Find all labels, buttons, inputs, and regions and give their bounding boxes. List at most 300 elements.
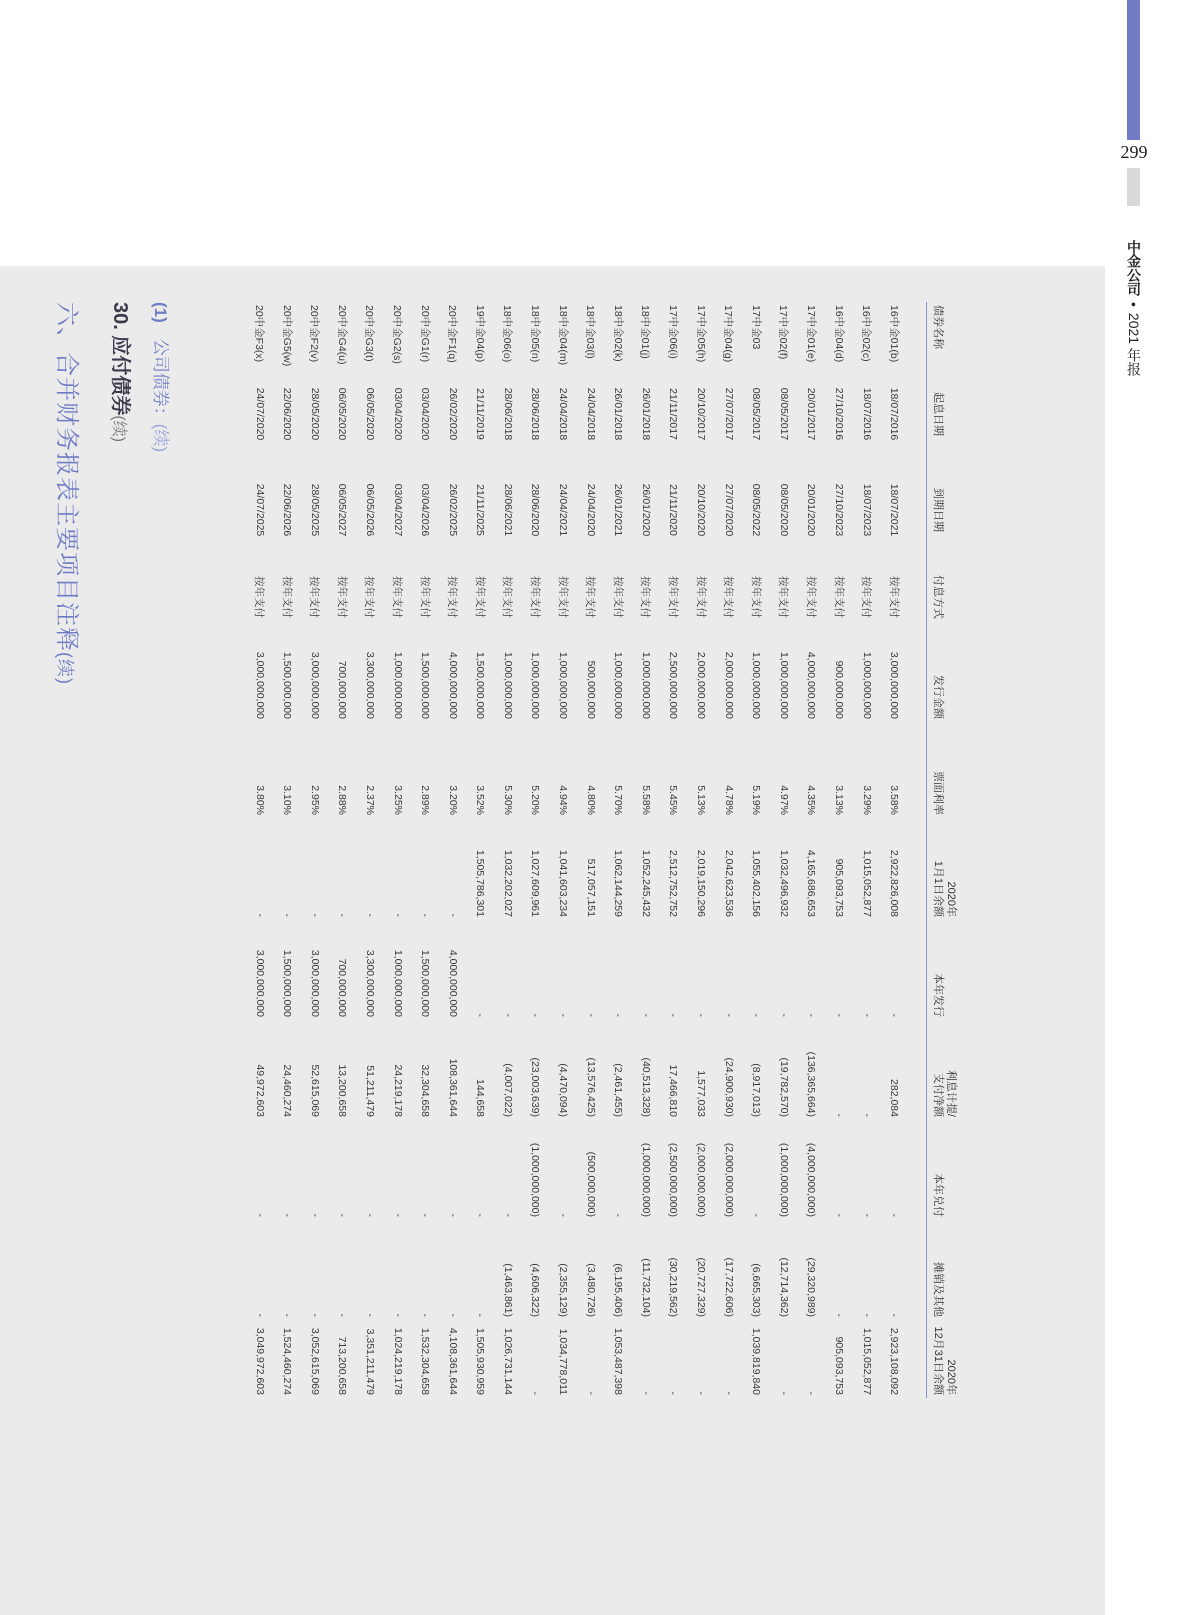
start-date-cell: 08/05/2017 [777, 387, 790, 441]
issued-amount-cell: - [639, 1013, 652, 1017]
closing-balance-cell: - [722, 1391, 735, 1395]
start-date-cell: 28/06/2018 [501, 387, 514, 441]
payment-method-cell: 按年支付 [804, 576, 817, 618]
payment-method-cell: 按年支付 [473, 576, 486, 618]
start-date-cell: 24/04/2018 [557, 387, 570, 441]
subsection-number: 30. [109, 302, 131, 330]
redeemed-amount-cell: (1,000,000,000) [777, 1142, 790, 1217]
redeemed-amount-cell: (2,500,000,000) [667, 1142, 680, 1217]
opening-balance-cell: 1,041,603,234 [557, 849, 570, 917]
maturity-date-cell: 08/05/2022 [750, 483, 763, 537]
redeemed-amount-cell: (1,000,000,000) [529, 1142, 542, 1217]
amortization-cell: (30,219,562) [667, 1257, 680, 1317]
amortization-cell: (12,714,362) [777, 1257, 790, 1317]
start-date-cell: 03/04/2020 [391, 387, 404, 441]
amortization-cell: (1,463,861) [501, 1263, 514, 1317]
table-row [522, 302, 550, 1398]
table-row [687, 302, 715, 1398]
table-row [577, 302, 605, 1398]
payment-method-cell: 按年支付 [528, 576, 541, 618]
table-row [715, 302, 743, 1398]
payment-method-cell: 按年支付 [418, 576, 431, 618]
payment-method-cell: 按年支付 [556, 576, 569, 618]
maturity-date-cell: 27/07/2020 [722, 483, 735, 537]
table-row [494, 302, 522, 1398]
closing-balance-cell: 3,351,211,479 [363, 1328, 376, 1395]
header-redeemed: 本年兑付 [927, 1120, 958, 1220]
interest-net-cell: 17,466,810 [667, 1064, 680, 1117]
issued-amount-cell: 3,000,000,000 [308, 949, 321, 1017]
issue-amount-cell: 1,000,000,000 [501, 651, 514, 719]
interest-net-cell: (40,513,328) [639, 1057, 652, 1117]
opening-balance-cell: 2,922,826,008 [888, 849, 901, 917]
issue-amount-cell: 1,000,000,000 [557, 651, 570, 719]
issued-amount-cell: 700,000,000 [336, 958, 349, 1017]
closing-balance-cell: 3,052,615,069 [308, 1327, 321, 1395]
interest-net-cell: - [860, 1113, 873, 1117]
coupon-rate-cell: 5.13% [695, 785, 708, 815]
maturity-date-cell: 20/10/2020 [695, 483, 708, 537]
bond-name-cell: 17中金02(f) [777, 305, 790, 360]
coupon-rate-cell: 5.45% [667, 785, 680, 815]
coupon-rate-cell: 3.13% [833, 785, 846, 815]
interest-net-cell: 282,084 [888, 1079, 901, 1117]
payment-method-cell: 按年支付 [887, 576, 900, 618]
coupon-rate-cell: 5.58% [639, 785, 652, 815]
issue-amount-cell: 4,000,000,000 [805, 651, 818, 719]
table-row [273, 302, 301, 1398]
amortization-cell: - [446, 1313, 459, 1317]
issue-amount-cell: 1,000,000,000 [750, 651, 763, 719]
redeemed-amount-cell: (500,000,000) [584, 1151, 597, 1217]
payment-method-cell: 按年支付 [363, 576, 376, 618]
table-row [742, 302, 770, 1398]
redeemed-amount-cell: - [750, 1213, 763, 1217]
bond-name-cell: 20中金F3(x) [253, 305, 266, 363]
issued-amount-cell: - [750, 1013, 763, 1017]
issued-amount-cell: - [805, 1013, 818, 1017]
interest-net-cell: 144,658 [474, 1079, 487, 1117]
issue-amount-cell: 4,000,000,000 [446, 651, 459, 719]
page-number: 299 [1120, 142, 1148, 162]
interest-net-cell: 49,972,603 [253, 1064, 266, 1117]
side-gray-bar [1127, 168, 1140, 206]
opening-balance-cell: - [253, 913, 266, 917]
coupon-rate-cell: 3.25% [391, 785, 404, 815]
start-date-cell: 27/07/2017 [722, 387, 735, 441]
closing-balance-cell: 1,532,304,658 [419, 1327, 432, 1395]
opening-balance-cell: 1,032,496,932 [777, 849, 790, 917]
opening-balance-cell: - [363, 913, 376, 917]
maturity-date-cell: 28/06/2020 [529, 483, 542, 537]
interest-net-cell: 24,219,178 [391, 1064, 404, 1117]
opening-balance-cell: 1,027,609,961 [529, 849, 542, 917]
running-footer [1124, 240, 1144, 376]
bond-name-cell: 20中金G2(s) [391, 305, 404, 364]
start-date-cell: 26/02/2020 [446, 387, 459, 441]
bond-name-cell: 16中金01(b) [887, 305, 900, 363]
amortization-cell: - [308, 1313, 321, 1317]
header-issue-amount: 发行金额 [927, 636, 958, 722]
redeemed-amount-cell: - [363, 1213, 376, 1217]
opening-balance-cell: 1,062,144,259 [612, 849, 625, 917]
start-date-cell: 24/07/2020 [253, 387, 266, 441]
table-header-row [927, 302, 958, 1398]
subsubsection-number: (1) [151, 302, 170, 323]
opening-balance-cell: - [391, 913, 404, 917]
opening-balance-cell: 905,093,753 [833, 858, 846, 917]
issued-amount-cell: - [612, 1013, 625, 1017]
subsection-title [108, 302, 137, 442]
closing-balance-cell: 3,049,972,603 [253, 1327, 266, 1395]
coupon-rate-cell: 4.80% [584, 785, 597, 815]
closing-balance-cell: 905,093,753 [833, 1336, 846, 1395]
issued-amount-cell: - [695, 1013, 708, 1017]
start-date-cell: 27/10/2016 [833, 387, 846, 441]
bond-name-cell: 20中金F2(v) [308, 305, 321, 363]
payment-method-cell: 按年支付 [308, 576, 321, 618]
maturity-date-cell: 20/01/2020 [805, 483, 818, 537]
interest-net-cell: (24,900,930) [722, 1057, 735, 1117]
section-title-text: 六、合并财务报表主要项目注释 [53, 302, 80, 652]
bond-name-cell: 20中金G1(r) [418, 305, 431, 363]
start-date-cell: 08/05/2017 [750, 387, 763, 441]
start-date-cell: 28/06/2018 [529, 387, 542, 441]
bond-name-cell: 20中金G5(w) [280, 305, 293, 367]
amortization-cell: (20,727,329) [695, 1257, 708, 1317]
table-row [439, 302, 467, 1398]
issue-amount-cell: 2,500,000,000 [667, 651, 680, 719]
issued-amount-cell: 3,000,000,000 [253, 949, 266, 1017]
bond-name-cell: 20中金G3(t) [363, 305, 376, 362]
coupon-rate-cell: 2.37% [363, 785, 376, 815]
maturity-date-cell: 21/11/2020 [667, 484, 680, 536]
amortization-cell: - [253, 1313, 266, 1317]
closing-balance-cell: 713,200,658 [336, 1336, 349, 1395]
payment-method-cell: 按年支付 [584, 576, 597, 618]
amortization-cell: (6,195,406) [612, 1263, 625, 1317]
interest-net-cell: 1,577,033 [695, 1070, 708, 1117]
issued-amount-cell: - [529, 1013, 542, 1017]
redeemed-amount-cell: (1,000,000,000) [639, 1142, 652, 1217]
closing-balance-cell: - [777, 1391, 790, 1395]
issue-amount-cell: 3,000,000,000 [888, 651, 901, 719]
maturity-date-cell: 28/05/2025 [308, 483, 321, 537]
maturity-date-cell: 26/01/2021 [612, 483, 625, 537]
opening-balance-cell: - [336, 913, 349, 917]
table-row [880, 302, 926, 1398]
amortization-cell: - [336, 1313, 349, 1317]
issued-amount-cell: 1,500,000,000 [281, 949, 294, 1017]
payment-method-cell: 按年支付 [639, 576, 652, 618]
subsubsection-title-text: 公司债券： [151, 338, 170, 424]
coupon-rate-cell: 2.89% [419, 785, 432, 815]
rotated-frame [0, 266, 1105, 1615]
maturity-date-cell: 22/06/2026 [281, 483, 294, 537]
payment-method-cell: 按年支付 [860, 576, 873, 618]
opening-balance-cell: - [308, 913, 321, 917]
opening-balance-cell: 2,042,623,536 [722, 849, 735, 917]
payment-method-cell: 按年支付 [335, 576, 348, 618]
bond-name-cell: 17中金01(e) [804, 305, 817, 363]
coupon-rate-cell: 4.35% [805, 785, 818, 815]
start-date-cell: 18/07/2016 [860, 387, 873, 441]
header-name: 债券名称 [927, 302, 958, 366]
closing-balance-cell: - [529, 1391, 542, 1395]
payment-method-cell: 按年支付 [777, 576, 790, 618]
amortization-cell: (29,320,989) [805, 1257, 818, 1317]
closing-balance-cell: - [805, 1391, 818, 1395]
coupon-rate-cell: 5.19% [750, 785, 763, 815]
issue-amount-cell: 1,000,000,000 [612, 651, 625, 719]
bond-name-cell: 17中金05(h) [694, 305, 707, 363]
start-date-cell: 21/11/2019 [474, 388, 487, 440]
issued-amount-cell: 1,500,000,000 [419, 949, 432, 1017]
maturity-date-cell: 08/05/2020 [777, 483, 790, 537]
maturity-date-cell: 27/10/2023 [833, 483, 846, 537]
closing-balance-cell: 1,505,930,959 [474, 1327, 487, 1395]
subsection-continued: (续) [110, 415, 127, 443]
amortization-cell: - [833, 1313, 846, 1317]
bond-name-cell: 20中金F1(q) [446, 305, 459, 363]
redeemed-amount-cell: - [336, 1213, 349, 1217]
amortization-cell: - [474, 1313, 487, 1317]
bond-name-cell: 18中金05(n) [528, 305, 541, 363]
amortization-cell: - [281, 1313, 294, 1317]
redeemed-amount-cell: - [557, 1213, 570, 1217]
opening-balance-cell: 4,165,686,653 [805, 849, 818, 917]
issue-amount-cell: 500,000,000 [584, 660, 597, 719]
interest-net-cell: (4,007,022) [501, 1063, 514, 1117]
section-continued: (续) [55, 652, 75, 685]
header-coupon: 票面利率 [927, 722, 958, 818]
payment-method-cell: 按年支付 [694, 576, 707, 618]
coupon-rate-cell: 4.94% [557, 785, 570, 815]
closing-balance-cell: 1,034,778,011 [557, 1328, 570, 1395]
issued-amount-cell: 4,000,000,000 [446, 949, 459, 1017]
bond-name-cell: 17中金04(g) [722, 305, 735, 363]
bond-name-cell: 17中金03 [749, 305, 762, 350]
maturity-date-cell: 18/07/2021 [888, 483, 901, 537]
opening-balance-cell: 1,055,402,156 [750, 849, 763, 917]
table-row [632, 302, 660, 1398]
bond-name-cell: 20中金G4(u) [335, 305, 348, 365]
issued-amount-cell: - [474, 1013, 487, 1017]
table-row [356, 302, 384, 1398]
subsubsection-title [150, 302, 175, 452]
start-date-cell: 06/05/2020 [363, 387, 376, 441]
opening-balance-cell: - [281, 913, 294, 917]
closing-balance-cell: 1,053,487,398 [612, 1327, 625, 1395]
coupon-rate-cell: 3.58% [888, 785, 901, 815]
interest-net-cell: 24,460,274 [281, 1064, 294, 1117]
redeemed-amount-cell: - [281, 1213, 294, 1217]
amortization-cell: (6,665,303) [750, 1263, 763, 1317]
issue-amount-cell: 3,000,000,000 [253, 651, 266, 719]
opening-balance-cell: 2,019,150,296 [695, 849, 708, 917]
interest-net-cell: (13,576,425) [584, 1057, 597, 1117]
issue-amount-cell: 3,300,000,000 [363, 651, 376, 719]
interest-net-cell: 51,211,479 [363, 1065, 376, 1117]
start-date-cell: 28/05/2020 [308, 387, 321, 441]
header-payment: 付息方式 [927, 558, 958, 636]
closing-balance-cell: 4,108,361,644 [446, 1327, 459, 1395]
amortization-cell: - [419, 1313, 432, 1317]
redeemed-amount-cell: - [888, 1213, 901, 1217]
amortization-cell: (11,732,104) [639, 1258, 652, 1317]
closing-balance-cell: - [695, 1391, 708, 1395]
table-row [549, 302, 577, 1398]
coupon-rate-cell: 5.30% [501, 785, 514, 815]
corporate-bonds-table [246, 302, 957, 1398]
payment-method-cell: 按年支付 [722, 576, 735, 618]
payment-method-cell: 按年支付 [280, 576, 293, 618]
maturity-date-cell: 06/05/2026 [363, 483, 376, 537]
redeemed-amount-cell: - [474, 1213, 487, 1217]
table-row [467, 302, 495, 1398]
bond-name-cell: 18中金01(j) [639, 305, 652, 359]
interest-net-cell: 52,615,069 [308, 1064, 321, 1117]
start-date-cell: 18/07/2016 [888, 387, 901, 441]
coupon-rate-cell: 3.20% [446, 785, 459, 815]
redeemed-amount-cell: - [833, 1213, 846, 1217]
issued-amount-cell: - [888, 1013, 901, 1017]
table-row [329, 302, 357, 1398]
table-row [384, 302, 412, 1398]
payment-method-cell: 按年支付 [446, 576, 459, 618]
maturity-date-cell: 24/07/2025 [253, 483, 266, 537]
header-amortization: 摊销及其他 [927, 1220, 958, 1320]
start-date-cell: 26/01/2018 [639, 387, 652, 441]
payment-method-cell: 按年支付 [832, 576, 845, 618]
amortization-cell: (4,606,322) [529, 1263, 542, 1317]
issue-amount-cell: 3,000,000,000 [308, 651, 321, 719]
issue-amount-cell: 1,500,000,000 [281, 651, 294, 719]
bond-name-cell: 16中金04(d) [832, 305, 845, 363]
table-row [798, 302, 826, 1398]
payment-method-cell: 按年支付 [611, 576, 624, 618]
issue-amount-cell: 1,000,000,000 [529, 651, 542, 719]
separator-dot: • [1126, 302, 1142, 307]
table-row [301, 302, 329, 1398]
redeemed-amount-cell: (4,000,000,000) [805, 1142, 818, 1217]
amortization-cell: (3,480,726) [584, 1263, 597, 1317]
issue-amount-cell: 1,500,000,000 [419, 651, 432, 719]
closing-balance-cell: 1,039,819,840 [750, 1327, 763, 1395]
issued-amount-cell: - [667, 1013, 680, 1017]
closing-balance-cell: 1,024,219,178 [391, 1327, 404, 1395]
start-date-cell: 20/01/2017 [805, 387, 818, 441]
table-row [411, 302, 439, 1398]
payment-method-cell: 按年支付 [749, 576, 762, 618]
maturity-date-cell: 24/04/2020 [584, 483, 597, 537]
interest-net-cell: (4,470,094) [557, 1063, 570, 1117]
interest-net-cell: 108,361,644 [446, 1058, 459, 1117]
header-issued: 本年发行 [927, 920, 958, 1020]
coupon-rate-cell: 4.97% [777, 785, 790, 815]
closing-balance-cell: 1,524,460,274 [281, 1327, 294, 1395]
start-date-cell: 22/06/2020 [281, 387, 294, 441]
issue-amount-cell: 1,000,000,000 [860, 651, 873, 719]
maturity-date-cell: 18/07/2023 [860, 483, 873, 537]
bond-name-cell: 16中金02(c) [860, 305, 873, 362]
redeemed-amount-cell: (2,000,000,000) [695, 1142, 708, 1217]
coupon-rate-cell: 2.88% [336, 785, 349, 815]
redeemed-amount-cell: - [253, 1213, 266, 1217]
maturity-date-cell: 03/04/2027 [391, 483, 404, 537]
issue-amount-cell: 1,000,000,000 [639, 651, 652, 719]
table-row [825, 302, 853, 1398]
table-row [246, 302, 274, 1398]
issue-amount-cell: 1,500,000,000 [474, 651, 487, 719]
closing-balance-cell: 1,015,052,877 [860, 1327, 873, 1395]
maturity-date-cell: 24/04/2021 [557, 483, 570, 537]
issued-amount-cell: - [722, 1013, 735, 1017]
start-date-cell: 24/04/2018 [584, 387, 597, 441]
opening-balance-cell: 1,505,786,301 [474, 849, 487, 917]
amortization-cell: - [860, 1313, 873, 1317]
coupon-rate-cell: 5.70% [612, 785, 625, 815]
coupon-rate-cell: 3.80% [253, 785, 266, 815]
amortization-cell: - [363, 1313, 376, 1317]
bond-name-cell: 18中金04(m) [556, 305, 569, 366]
maturity-date-cell: 03/04/2026 [419, 483, 432, 537]
coupon-rate-cell: 4.78% [722, 785, 735, 815]
coupon-rate-cell: 5.20% [529, 785, 542, 815]
report-year: 2021 年报 [1126, 312, 1142, 376]
opening-balance-cell: 1,052,245,432 [639, 849, 652, 917]
coupon-rate-cell: 3.52% [474, 785, 487, 815]
issue-amount-cell: 1,000,000,000 [777, 651, 790, 719]
opening-balance-cell: - [446, 913, 459, 917]
header-maturity: 到期日期 [927, 462, 958, 558]
maturity-date-cell: 26/02/2025 [446, 483, 459, 537]
header-opening-balance: 2020年 1月1日余额 [927, 818, 958, 920]
header-closing-balance: 2020年 12月31日余额 [927, 1320, 958, 1398]
start-date-cell: 06/05/2020 [336, 387, 349, 441]
start-date-cell: 26/01/2018 [612, 387, 625, 441]
amortization-cell: (2,355,129) [557, 1263, 570, 1317]
bond-name-cell: 18中金03(l) [584, 305, 597, 359]
bond-name-cell: 19中金04(p) [473, 305, 486, 363]
bond-name-cell: 17中金06(i) [666, 305, 679, 359]
opening-balance-cell: - [419, 913, 432, 917]
payment-method-cell: 按年支付 [666, 576, 679, 618]
redeemed-amount-cell: - [419, 1213, 432, 1217]
redeemed-amount-cell: (2,000,000,000) [722, 1142, 735, 1217]
interest-net-cell: (19,782,570) [777, 1057, 790, 1117]
redeemed-amount-cell: - [501, 1213, 514, 1217]
payment-method-cell: 按年支付 [501, 576, 514, 618]
section-title [52, 302, 87, 685]
issued-amount-cell: - [501, 1013, 514, 1017]
interest-net-cell: 13,200,658 [336, 1064, 349, 1117]
interest-net-cell: (8,917,013) [750, 1063, 763, 1117]
amortization-cell: (17,722,606) [722, 1257, 735, 1317]
table-row [853, 302, 881, 1398]
start-date-cell: 20/10/2017 [695, 387, 708, 441]
interest-net-cell: 32,304,658 [419, 1064, 432, 1117]
maturity-date-cell: 28/06/2021 [501, 483, 514, 537]
issue-amount-cell: 2,000,000,000 [722, 651, 735, 719]
company-name: 中金公司 [1126, 240, 1142, 296]
amortization-cell: - [888, 1313, 901, 1317]
issued-amount-cell: - [777, 1013, 790, 1017]
coupon-rate-cell: 3.29% [860, 785, 873, 815]
table-row [604, 302, 632, 1398]
coupon-rate-cell: 3.10% [281, 785, 294, 815]
closing-balance-cell: - [667, 1391, 680, 1395]
